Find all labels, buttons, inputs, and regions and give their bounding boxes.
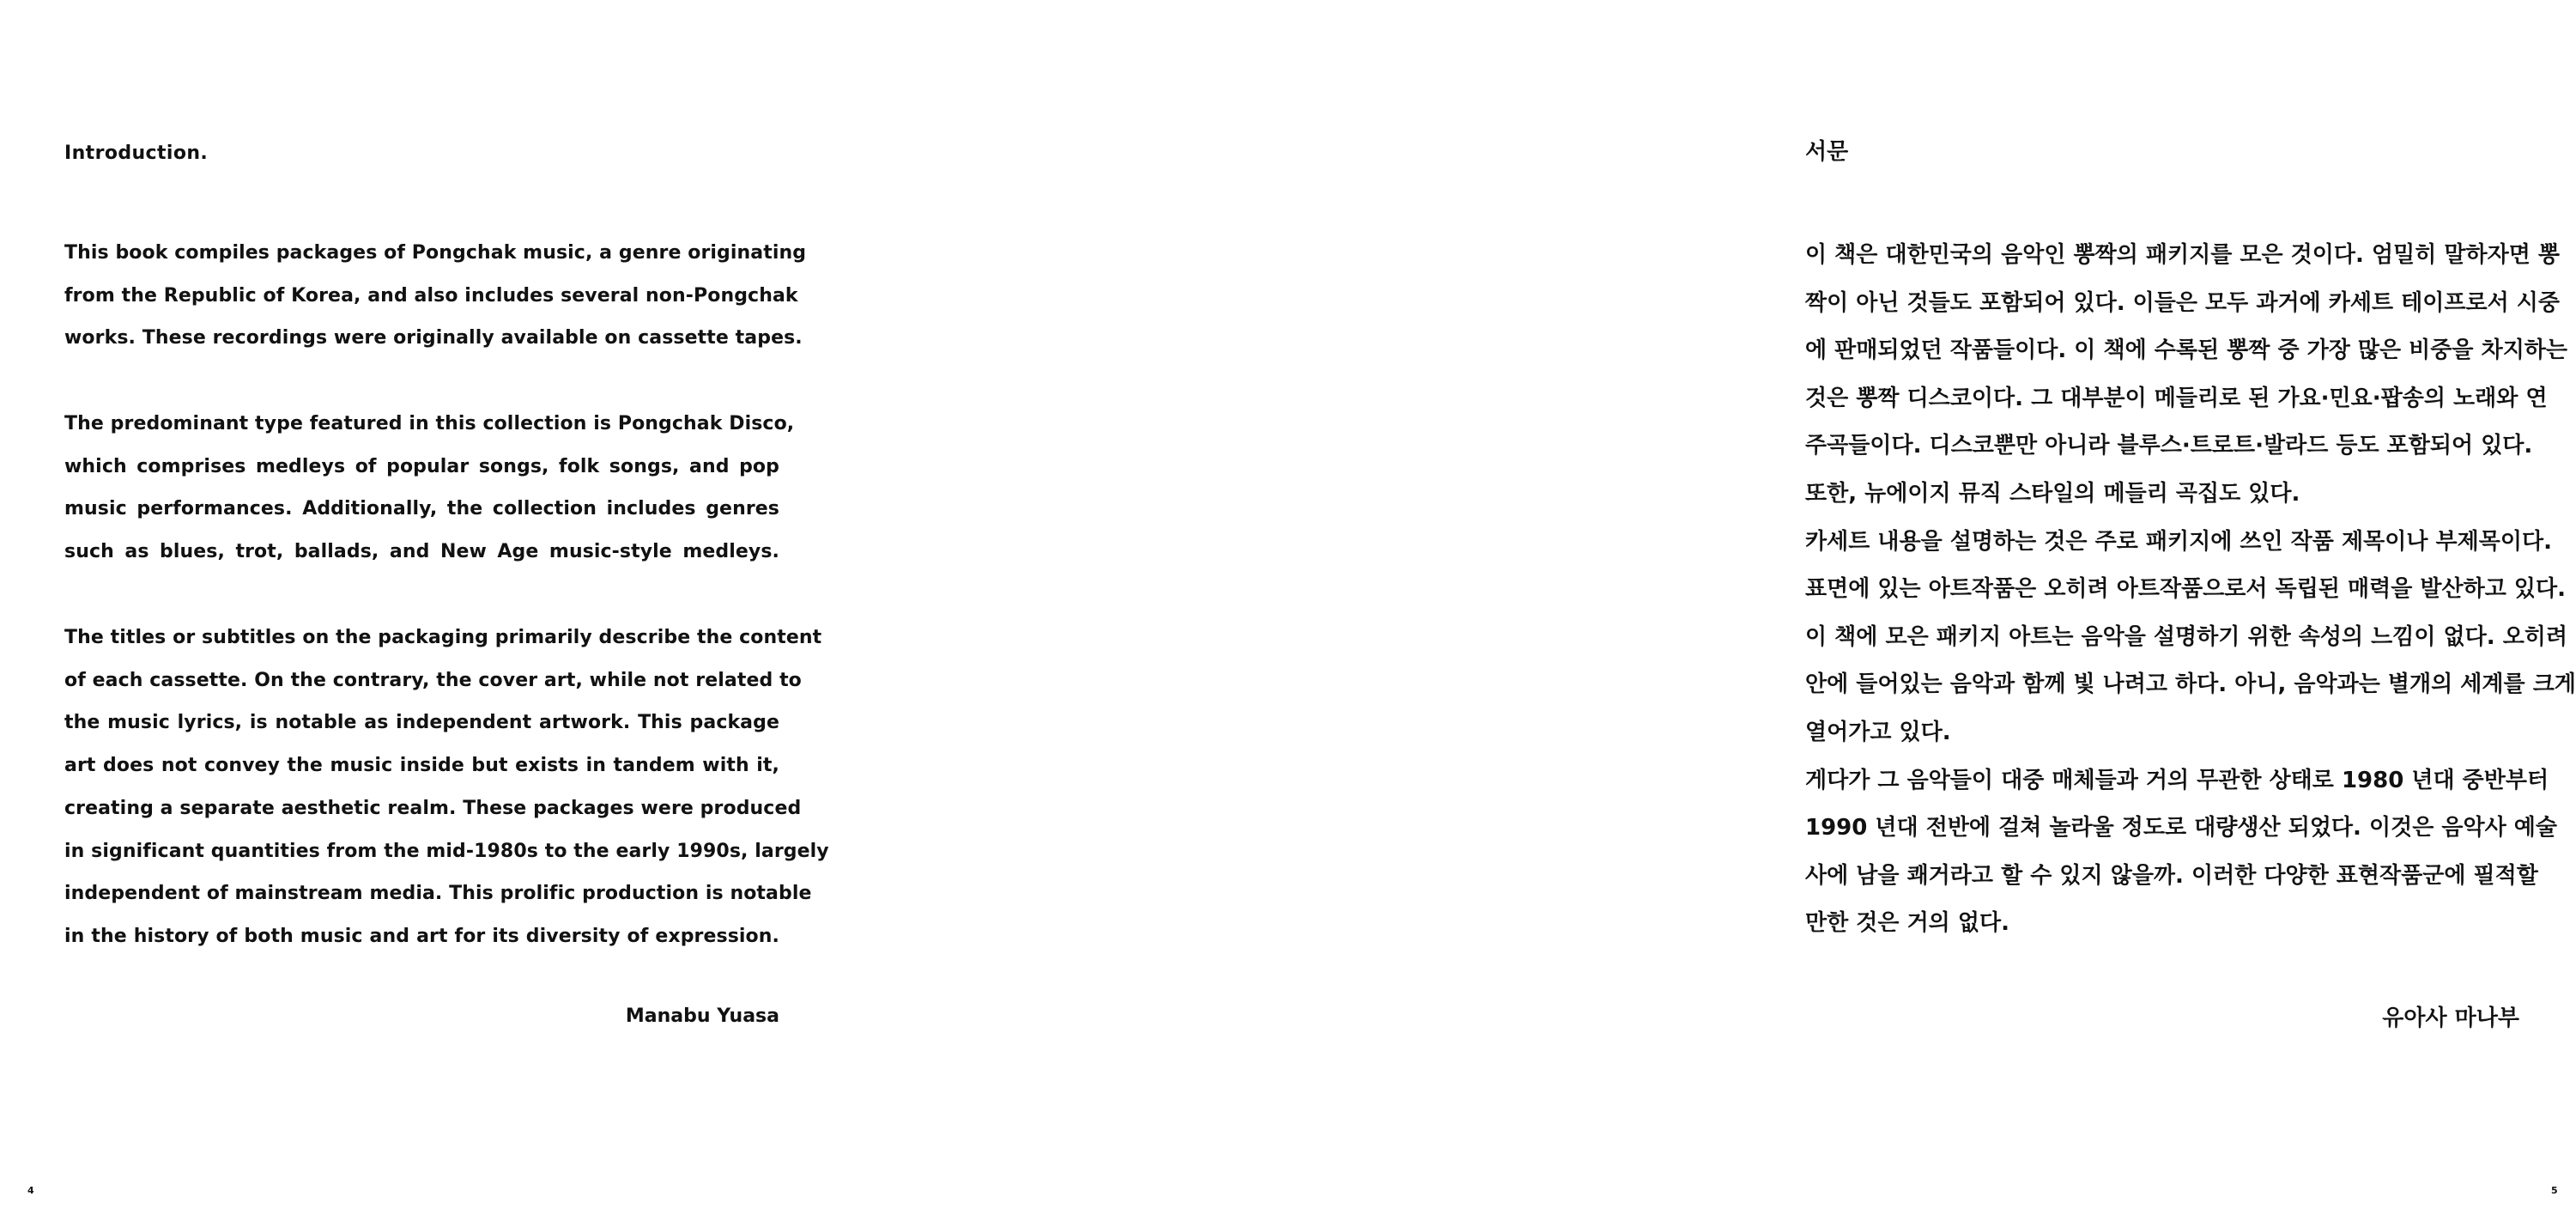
text-line: such as blues, trot, ballads, and New Age music-style medleys.: [64, 541, 779, 563]
page-number-right: 5: [2551, 1185, 2558, 1196]
text-line: The titles or subtitles on the packaging primarily describe the content: [64, 627, 822, 648]
text-line: independent of mainstream media. This prolific production is notable: [64, 883, 812, 905]
english-paragraph-3: [64, 617, 829, 958]
text-line: 카세트 내용을 설명하는 것은 주로 패키지에 쓰인 작품 제목이나 부제목이다.: [1805, 528, 2552, 555]
korean-signature: 유아사 마나부: [2382, 1005, 2519, 1031]
text-line: 안에 들어있는 음악과 함께 빛 나려고 하다. 아니, 음악과는 별개의 세계를 크게: [1805, 671, 2576, 698]
text-line: 표면에 있는 아트작품은 오히려 아트작품으로서 독립된 매력을 발산하고 있다.: [1805, 576, 2567, 603]
text-line: art does not convey the music inside but exists in tandem with it,: [64, 755, 779, 777]
english-paragraph-1: [64, 232, 807, 360]
text-line: 이 책은 대한민국의 음악인 뽕짝의 패키지를 모은 것이다. 엄밀히 말하자면 뽕: [1805, 242, 2560, 268]
text-line: 사에 남을 쾌거라고 할 수 있지 않을까. 이러한 다양한 표현작품군에 필적할: [1805, 862, 2538, 889]
text-line: of each cassette. On the contrary, the cover art, while not related to: [64, 669, 802, 691]
text-line: 주곡들이다. 디스코뿐만 아니라 블루스·트로트·발라드 등도 포함되어 있다.: [1805, 433, 2533, 459]
text-line: 에 판매되었던 작품들이다. 이 책에 수록된 뽕짝 중 가장 많은 비중을 차지하는: [1805, 337, 2568, 364]
korean-title: 서문: [1805, 139, 1849, 165]
english-title: Introduction.: [64, 143, 209, 164]
text-line: 짝이 아닌 것들도 포함되어 있다. 이들은 모두 과거에 카세트 테이프로서 시중: [1805, 289, 2560, 316]
text-line: 1990 년대 전반에 걸쳐 놀라울 정도로 대량생산 되었다. 이것은 음악사 예술: [1805, 815, 2558, 841]
text-line: in the history of both music and art for its diversity of expression.: [64, 925, 779, 947]
text-line: creating a separate aesthetic realm. These packages were produced: [64, 797, 802, 819]
right-page: [858, 0, 2576, 1221]
left-page: [0, 0, 858, 1221]
text-line: 이 책에 모은 패키지 아트는 음악을 설명하기 위한 속성의 느낌이 없다. 오히려: [1805, 623, 2568, 650]
text-line: This book compiles packages of Pongchak music, a genre originating: [64, 242, 807, 264]
text-line: 또한, 뉴에이지 뮤직 스타일의 메들리 곡집도 있다.: [1805, 480, 2300, 507]
text-line: 만한 것은 거의 없다.: [1805, 910, 2009, 937]
text-line: 열어가고 있다.: [1805, 719, 1951, 745]
text-line: from the Republic of Korea, and also includes several non-Pongchak: [64, 284, 798, 307]
text-line: the music lyrics, is notable as independent artwork. This package: [64, 712, 779, 734]
text-line: 게다가 그 음악들이 대중 매체들과 거의 무관한 상태로 1980 년대 중반부터: [1805, 767, 2549, 793]
korean-body: [1805, 232, 2576, 948]
page-number-left: 4: [27, 1185, 34, 1196]
text-line: which comprises medleys of popular songs, folk songs, and pop: [64, 455, 779, 477]
text-line: 것은 뽕짝 디스코이다. 그 대부분이 메들리로 된 가요·민요·팝송의 노래와 연: [1805, 385, 2548, 411]
text-line: music performances. Additionally, the collection includes genres: [64, 498, 779, 520]
text-line: works. These recordings were originally available on cassette tapes.: [64, 327, 803, 349]
text-line: in significant quantities from the mid-1980s to the early 1990s, largely: [64, 840, 829, 862]
english-paragraph-2: [64, 403, 795, 574]
english-signature: Manabu Yuasa: [625, 1005, 779, 1027]
text-line: The predominant type featured in this collection is Pongchak Disco,: [64, 413, 795, 434]
